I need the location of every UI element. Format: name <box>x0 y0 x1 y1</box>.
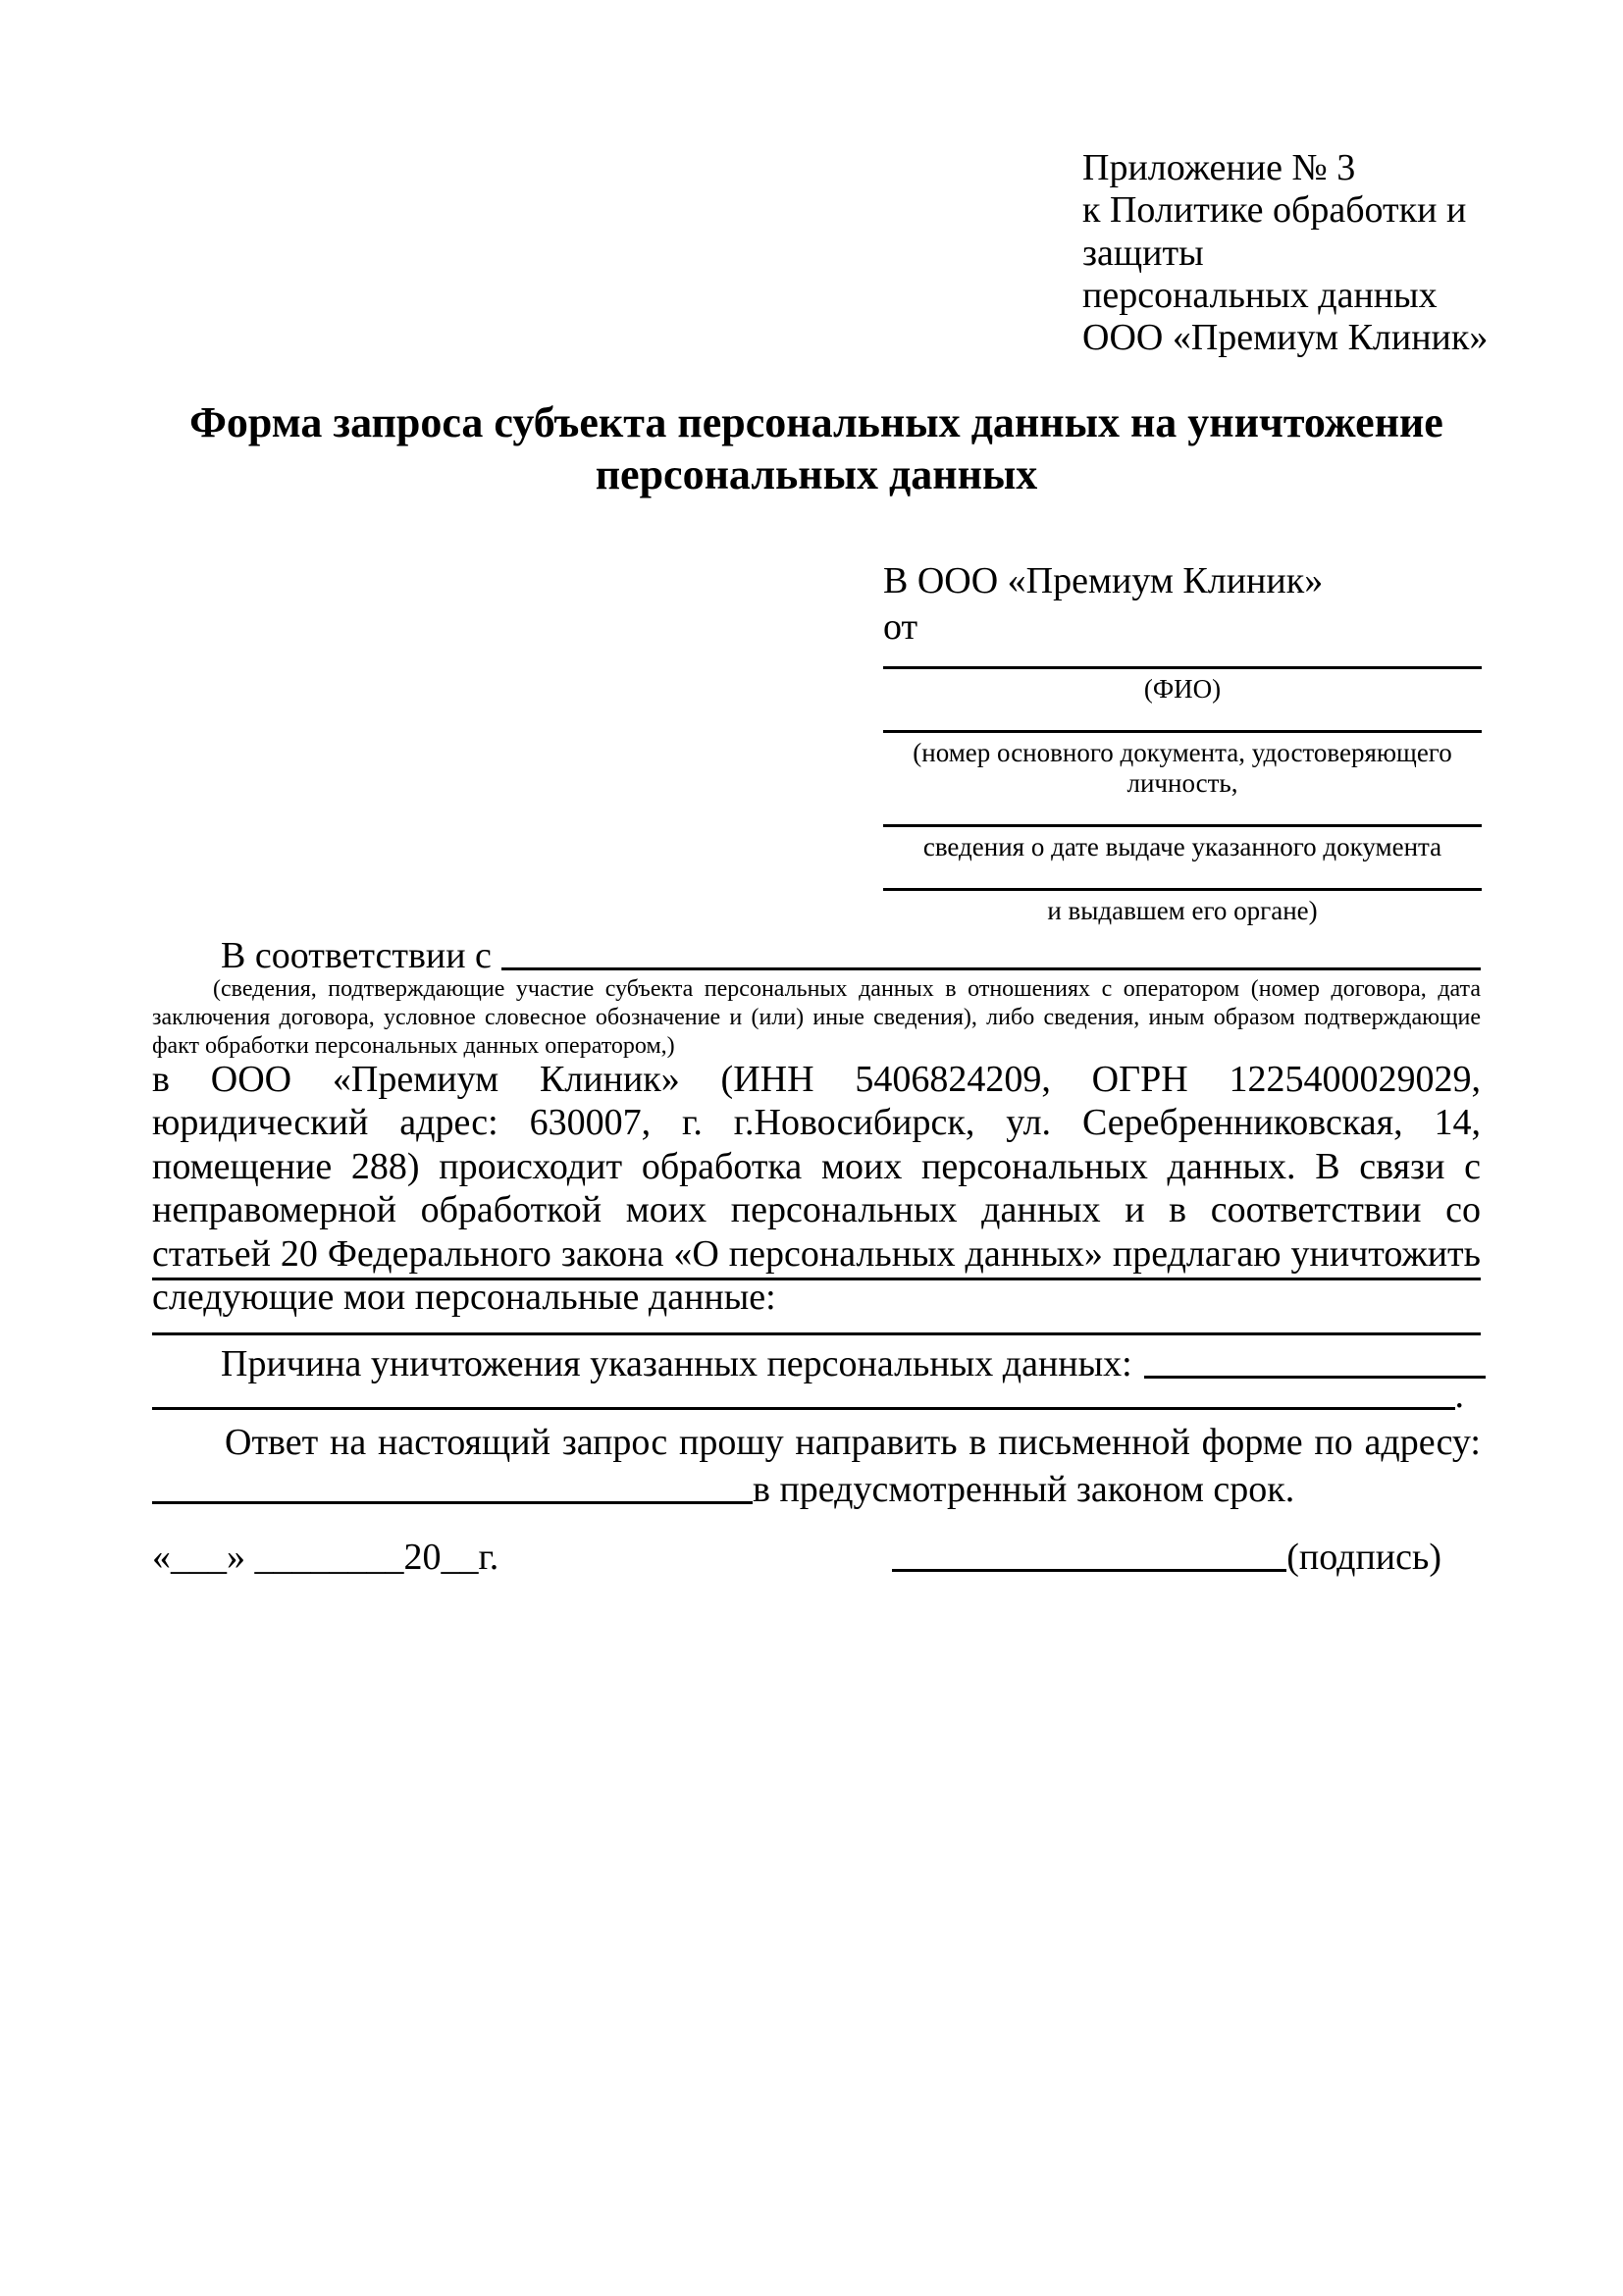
addressee-organization: В ООО «Премиум Клиник» <box>883 560 1324 601</box>
accordance-prefix: В соответствии с <box>221 935 492 976</box>
reason-continuation-fill-line <box>152 1407 1455 1410</box>
reason-line-terminator: . <box>1454 1374 1464 1416</box>
document-number-caption: (номер основного документа, удостоверяющего личность, <box>913 737 1452 798</box>
document-number-fill-line <box>883 730 1482 733</box>
signature-fill-line <box>892 1569 1286 1572</box>
form-title: Форма запроса субъекта персональных данных на уничтожение персональных данных <box>189 398 1443 498</box>
fio-fill-line <box>883 666 1482 669</box>
reason-continuation-row <box>152 1372 1464 1417</box>
accordance-fill-line <box>501 967 1481 970</box>
response-suffix: в предусмотренный законом срок. <box>753 1468 1295 1510</box>
appendix-header-line: Приложение № 3 <box>1082 147 1356 188</box>
date-template: «___» ________20__г. <box>152 1537 499 1578</box>
accordance-note: (сведения, подтверждающие участие субъекта персональных данных в отношениях с оператором (номер договора, дата заключения договора, условное словесное обозначение и (или) иные сведения), либо сведения, иным образом подтверждающие факт обработки персональных данных оператором,) <box>152 976 1481 1059</box>
fio-caption: (ФИО) <box>1143 673 1222 704</box>
appendix-header-line: персональных данных <box>1082 274 1438 316</box>
addressee-from-label: от <box>883 605 918 648</box>
signature-group <box>892 1536 1441 1579</box>
appendix-header <box>1082 147 1514 360</box>
personal-data-fill-line-1 <box>152 1278 1481 1280</box>
document-issuer-caption: и выдавшем его органе) <box>1047 895 1318 925</box>
document-issue-date-caption: сведения о дате выдаче указанного документа <box>922 831 1442 861</box>
appendix-header-line: ООО «Премиум Клиник» <box>1082 317 1489 359</box>
reason-label: Причина уничтожения указанных персональных данных: <box>221 1343 1132 1384</box>
document-issue-date-fill-line <box>883 824 1482 827</box>
appendix-header-line: к Политике обработки и защиты <box>1082 189 1467 274</box>
address-row <box>152 1466 1481 1511</box>
document-issuer-fill-line <box>883 888 1482 891</box>
footer-row <box>152 1536 1441 1579</box>
address-fill-line <box>152 1501 753 1504</box>
personal-data-fill-line-2 <box>152 1332 1481 1335</box>
accordance-row <box>152 934 1481 977</box>
response-sentence: Ответ на настоящий запрос прошу направить в письменной форме по адресу: <box>225 1422 1481 1463</box>
addressee-block <box>883 557 1482 926</box>
main-paragraph: в ООО «Премиум Клиник» (ИНН 5406824209, ОГРН 1225400029029, юридический адрес: 630007, г. г.Новосибирск, ул. Серебренниковская, 14, помещение 288) происходит обработка моих персональных данных. В связи с неправомерной обработкой моих персональных данных и в соответствии со статьей 20 Федерального закона «О персональных данных» предлагаю уничтожить следующие мои персональные данные: <box>152 1059 1481 1319</box>
signature-caption: (подпись) <box>1286 1537 1441 1578</box>
